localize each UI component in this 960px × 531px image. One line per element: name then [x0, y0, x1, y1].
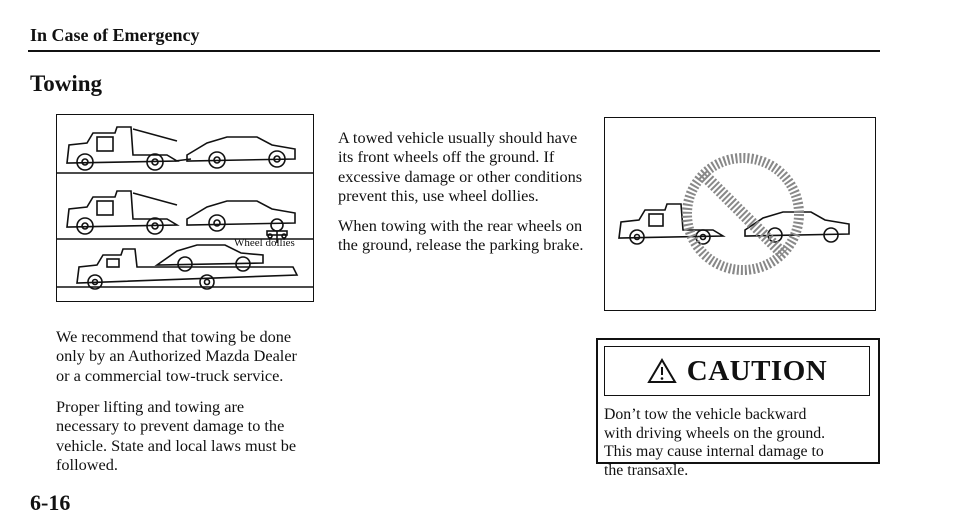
prohibited-towing-figure — [604, 117, 876, 311]
warning-triangle-icon — [647, 358, 677, 384]
header-rule — [28, 50, 880, 52]
left-paragraph-2: Proper lifting and towing are necessary to prevent damage to the vehicle. State and local laws must be followed. — [56, 397, 297, 475]
caution-box — [596, 338, 880, 479]
caution-title: CAUTION — [686, 354, 828, 387]
section-title: Towing — [30, 71, 103, 96]
page-number: 6-16 — [30, 490, 71, 515]
caution-header — [604, 346, 870, 396]
middle-paragraph-1: A towed vehicle usually should have its front wheels off the ground. If excessive damage or other conditions prevent this, use wheel dollies. — [338, 128, 583, 206]
prohibited-towing-illustration-icon — [605, 118, 875, 310]
caution-body: Don’t tow the vehicle backward with driving wheels on the ground. This may cause internal damage to the transaxle. — [604, 406, 826, 479]
tow-truck-illustration-icon — [57, 115, 313, 301]
middle-paragraph-2: When towing with the rear wheels on the ground, release the parking brake. — [338, 216, 584, 255]
header-title: In Case of Emergency — [30, 25, 200, 45]
wheel-dollies-label: Wheel dollies — [234, 237, 295, 249]
left-paragraph-1: We recommend that towing be done only by an Authorized Mazda Dealer or a commercial tow-truck service. — [56, 327, 297, 385]
towing-methods-figure — [56, 114, 314, 302]
